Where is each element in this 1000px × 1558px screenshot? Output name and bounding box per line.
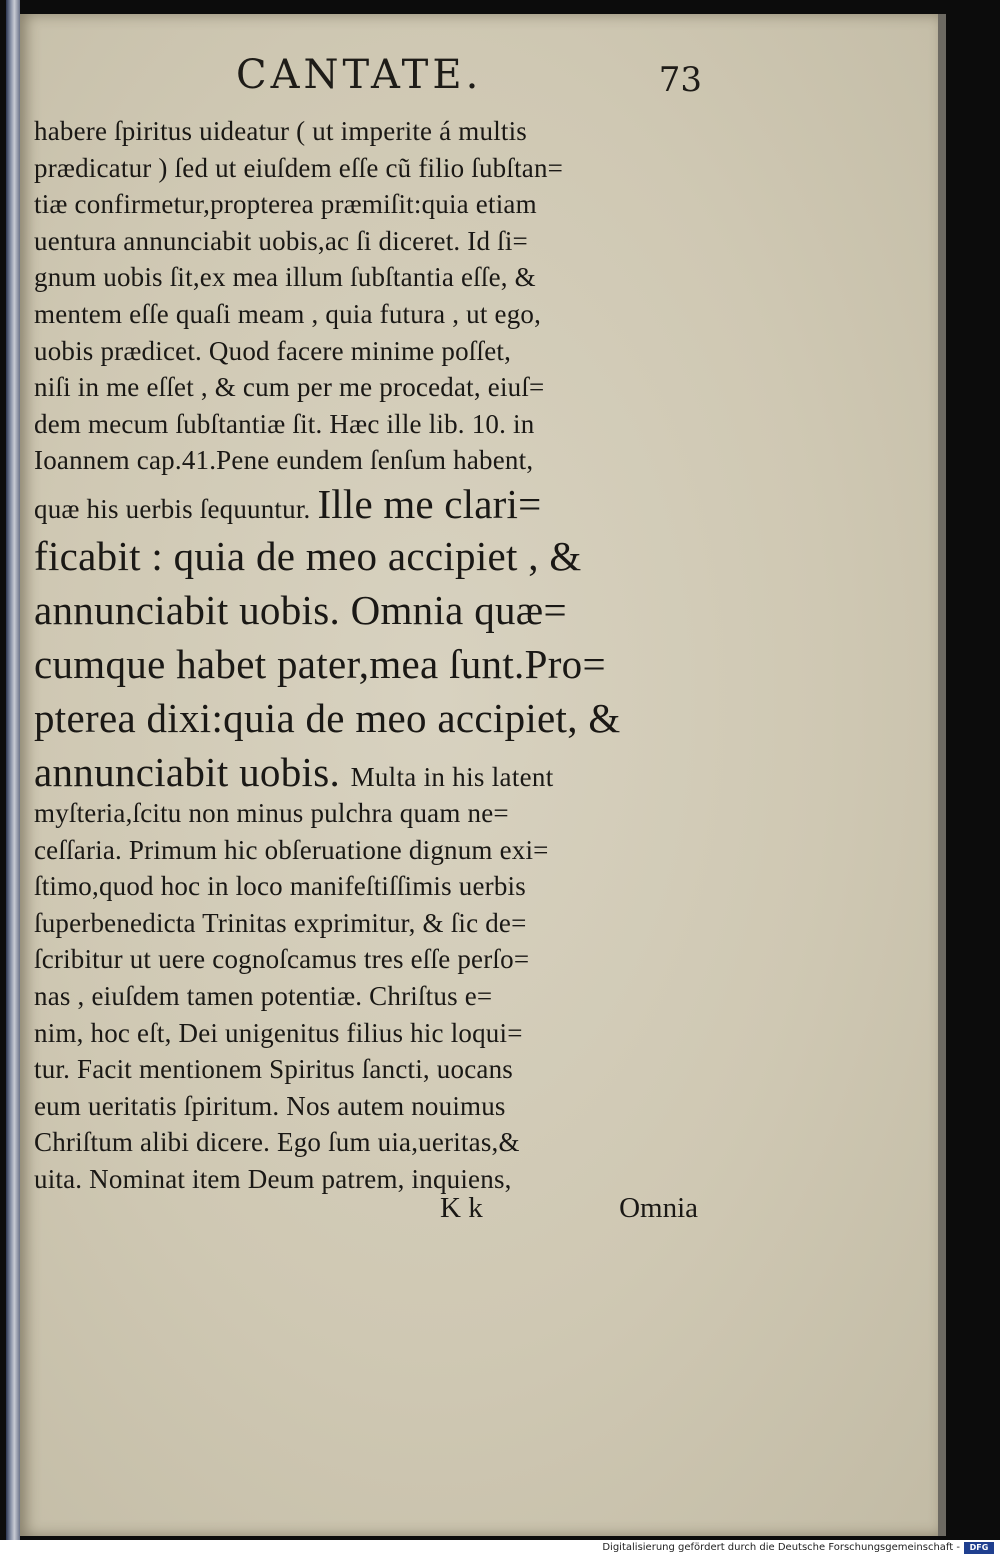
catchword: Omnia bbox=[619, 1192, 698, 1224]
text-fragment-small: Multa in his latent bbox=[350, 761, 554, 792]
text-fragment-large: Ille me clari= bbox=[317, 480, 542, 527]
text-line: annunciabit uobis. Omnia quæ= bbox=[34, 586, 567, 633]
dfg-logo: DFG bbox=[964, 1542, 994, 1554]
text-line: prædicatur ) ſed ut eiuſdem eſſe cũ filio ſubſtan= bbox=[34, 152, 564, 183]
text-line: dem mecum ſubſtantiæ ſit. Hæc ille lib. 10. in bbox=[34, 408, 535, 439]
running-title: CANTATE. bbox=[236, 52, 483, 98]
text-line: myſteria,ſcitu non minus pulchra quam ne= bbox=[34, 797, 509, 828]
text-line: habere ſpiritus uideatur ( ut imperite á multis bbox=[34, 116, 528, 146]
text-line: mentem eſſe quaſi meam , quia futura , ut ego, bbox=[34, 298, 542, 329]
text-line bbox=[34, 748, 698, 800]
text-line: uita. Nominat item Deum patrem, inquiens, bbox=[34, 1163, 512, 1194]
book-spine-edge bbox=[6, 0, 20, 1540]
text-line: gnum uobis ſit,ex mea illum ſubſtantia eſſe, & bbox=[34, 262, 536, 293]
text-line: ficabit : quia de meo accipiet , & bbox=[34, 532, 582, 579]
text-line bbox=[34, 480, 698, 536]
text-line: ſuperbenedicta Trinitas exprimitur, & ſic de= bbox=[34, 907, 527, 938]
body-text bbox=[34, 118, 698, 1202]
text-line: tiæ confirmetur,propterea præmiſit:quia etiam bbox=[34, 189, 537, 220]
text-line: eum ueritatis ſpiritum. Nos autem nouimus bbox=[34, 1090, 506, 1121]
text-line: ceſſaria. Primum hic obſeruatione dignum exi= bbox=[34, 834, 549, 865]
text-fragment-large: annunciabit uobis. bbox=[34, 748, 341, 795]
text-line: nim, hoc eſt, Dei unigenitus filius hic loqui= bbox=[34, 1017, 523, 1048]
text-line: uentura annunciabit uobis,ac ſi diceret. Id ſi= bbox=[34, 225, 528, 256]
text-line: pterea dixi:quia de meo accipiet, & bbox=[34, 694, 621, 741]
text-line: Chriſtum alibi dicere. Ego ſum uia,ueritas,& bbox=[34, 1127, 520, 1158]
text-line: ſcribitur ut uere cognoſcamus tres eſſe perſo= bbox=[34, 944, 530, 975]
text-line: ſtimo,quod hoc in loco manifeſtiſſimis uerbis bbox=[34, 871, 526, 902]
text-line: cumque habet pater,mea ſunt.Pro= bbox=[34, 640, 606, 687]
signature-line bbox=[34, 1192, 698, 1232]
funding-credit: Digitalisierung gefördert durch die Deutsche Forschungsgemeinschaft - bbox=[602, 1542, 960, 1553]
page-number: 73 bbox=[658, 60, 702, 100]
page-header bbox=[236, 52, 706, 102]
text-line: uobis prædicet. Quod facere minime poſſet, bbox=[34, 335, 512, 366]
text-line: Ioannem cap.41.Pene eundem ſenſum habent, bbox=[34, 445, 534, 476]
page-edge bbox=[938, 14, 946, 1536]
text-line: tur. Facit mentionem Spiritus ſancti, uocans bbox=[34, 1054, 513, 1085]
text-line: niſi in me eſſet , & cum per me procedat, eiuſ= bbox=[34, 372, 545, 403]
text-line: nas , eiuſdem tamen potentiæ. Chriſtus e= bbox=[34, 980, 493, 1011]
footer-bar bbox=[0, 1540, 1000, 1558]
signature-mark: K k bbox=[440, 1192, 483, 1224]
text-fragment-small: quæ his uerbis ſequuntur. bbox=[34, 493, 311, 524]
